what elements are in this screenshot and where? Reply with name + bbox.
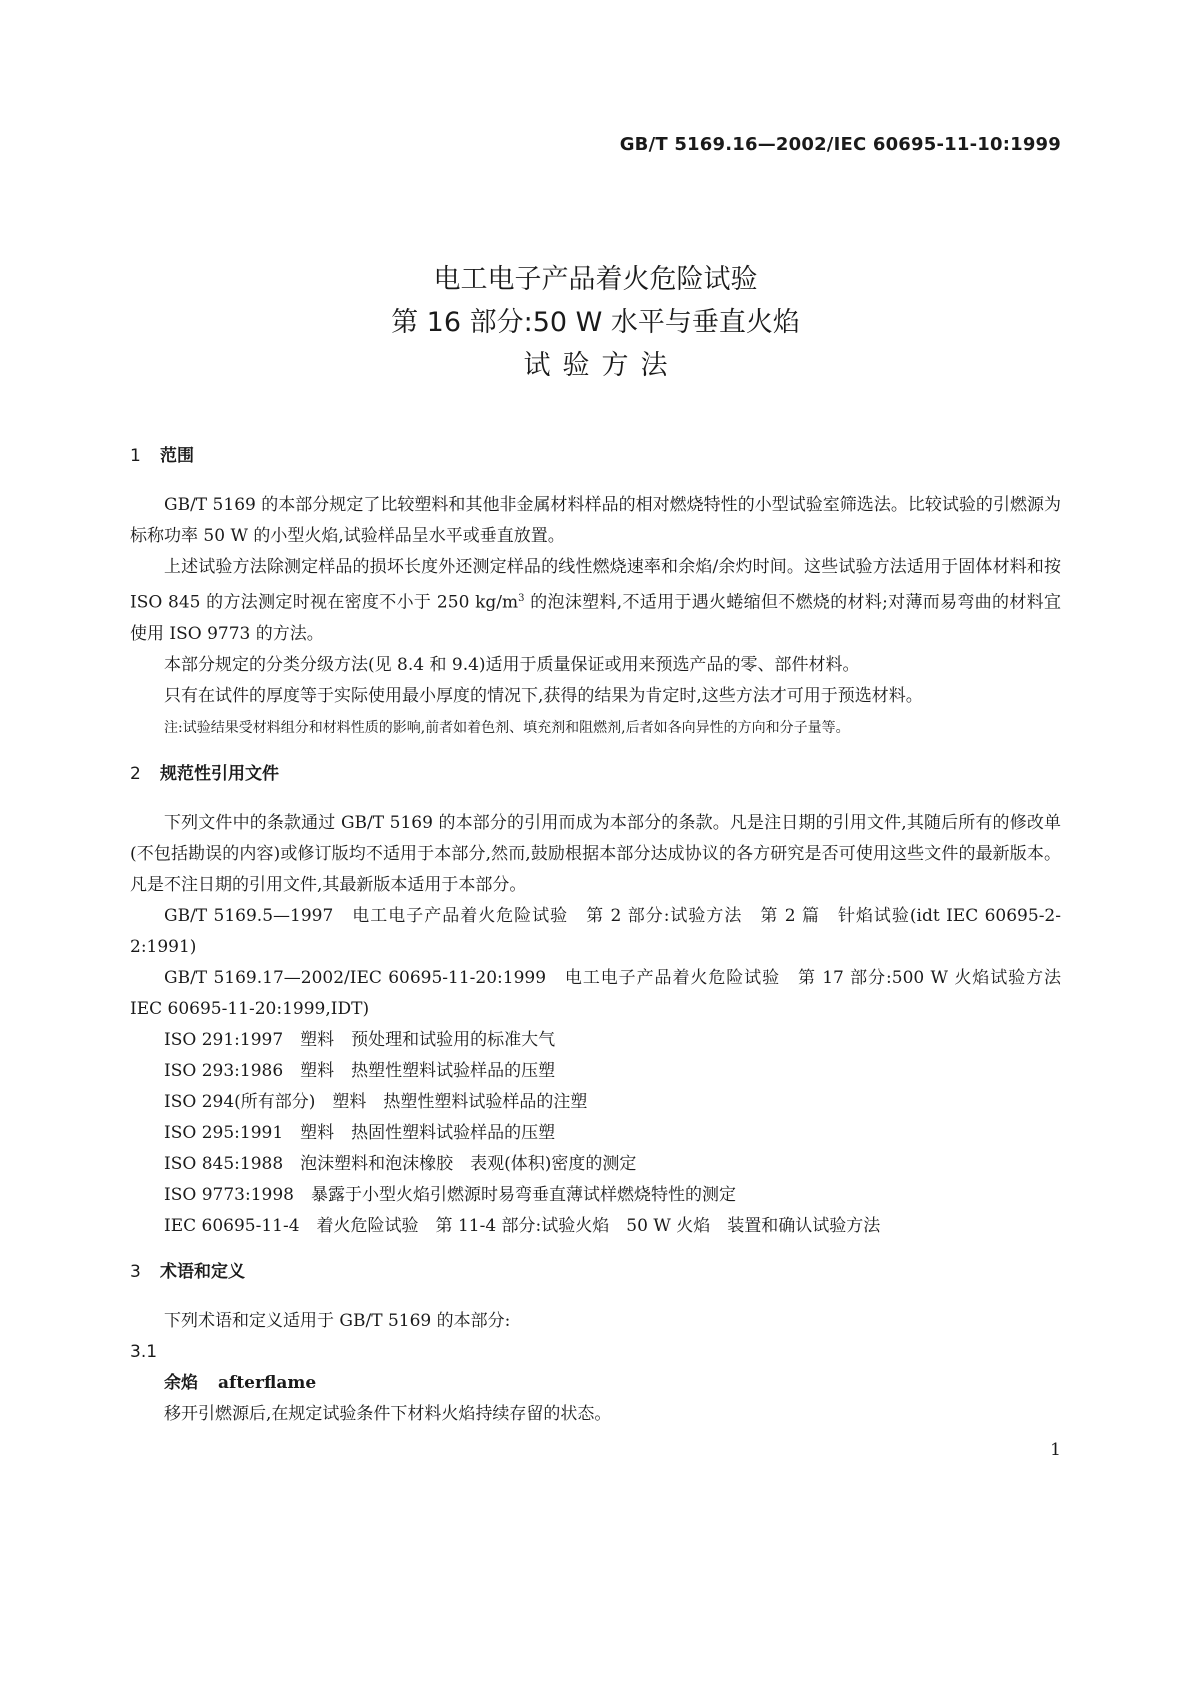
reference-item: GB/T 5169.17—2002/IEC 60695-11-20:1999 电工电子产品着火危险试验 第 17 部分:500 W 火焰试验方法 IEC 60695-11-20:1999,IDT) xyxy=(130,967,1078,1019)
scope-paragraph-2 xyxy=(130,552,1061,650)
scope-note: 注:试验结果受材料组分和材料性质的影响,前者如着色剂、填充剂和阻燃剂,后者如各向异性的方向和分子量等。 xyxy=(164,719,850,736)
section-title: 规范性引用文件 xyxy=(160,763,279,784)
scope-paragraph-2-text-b: 的泡沫塑料,不适用于遇火蜷缩但不燃烧的材料;对薄而易弯曲的材料宜使用 ISO 9773 的方法。 xyxy=(130,592,1061,644)
title-line-3: 试验方法 xyxy=(523,350,680,381)
document-body xyxy=(130,444,1078,1430)
section-3-heading xyxy=(130,1260,1061,1284)
terms-intro: 下列术语和定义适用于 GB/T 5169 的本部分: xyxy=(164,1310,511,1331)
term-chinese: 余焰 xyxy=(164,1372,198,1393)
reference-item: ISO 295:1991 塑料 热固性塑料试验样品的压塑 xyxy=(164,1122,556,1143)
section-number: 3 xyxy=(130,1261,141,1282)
section-2-heading xyxy=(130,762,1061,786)
references-intro: 下列文件中的条款通过 GB/T 5169 的本部分的引用而成为本部分的条款。凡是注日期的引用文件,其随后所有的修改单(不包括勘误的内容)或修订版均不适用于本部分,然而,鼓励根据本部分达成协议的各方研究是否可使用这些文件的最新版本。凡是不注日期的引用文件,其最新版本适用于本部分。 xyxy=(130,812,1061,895)
page-number: 1 xyxy=(1050,1440,1061,1460)
scope-paragraph-1: GB/T 5169 的本部分规定了比较塑料和其他非金属材料样品的相对燃烧特性的小型试验室筛选法。比较试验的引燃源为标称功率 50 W 的小型火焰,试验样品呈水平或垂直放置。 xyxy=(130,495,1061,546)
reference-item: ISO 291:1997 塑料 预处理和试验用的标准大气 xyxy=(164,1029,556,1050)
reference-item: ISO 9773:1998 暴露于小型火焰引燃源时易弯垂直薄试样燃烧特性的测定 xyxy=(164,1184,736,1205)
reference-item: IEC 60695-11-4 着火危险试验 第 11-4 部分:试验火焰 50 W 火焰 装置和确认试验方法 xyxy=(164,1215,881,1236)
title-line-2: 第 16 部分:50 W 水平与垂直火焰 xyxy=(391,307,800,338)
superscript-3: 3 xyxy=(518,593,525,604)
section-number: 2 xyxy=(130,763,141,784)
scope-paragraph-4: 只有在试件的厚度等于实际使用最小厚度的情况下,获得的结果为肯定时,这些方法才可用于预选材料。 xyxy=(164,685,923,706)
term-english: afterflame xyxy=(218,1372,317,1393)
section-number: 1 xyxy=(130,446,141,466)
reference-item: GB/T 5169.5—1997 电工电子产品着火危险试验 第 2 部分:试验方法 第 2 篇 针焰试验(idt IEC 60695-2-2:1991) xyxy=(130,905,1061,957)
term-definition: 移开引燃源后,在规定试验条件下材料火焰持续存留的状态。 xyxy=(164,1403,612,1424)
reference-item: ISO 294(所有部分) 塑料 热塑性塑料试验样品的注塑 xyxy=(164,1091,588,1112)
section-title: 范围 xyxy=(160,446,194,466)
section-title: 术语和定义 xyxy=(160,1261,245,1282)
scope-paragraph-2-text-a: 上述试验方法除测定样品的损坏长度外还测定样品的线性燃烧速率和余焰/余灼时间。这些试验方法适用于固体材料和按 ISO 845 的方法测定时视在密度不小于 250 kg/m xyxy=(130,557,1061,613)
standard-code-header: GB/T 5169.16—2002/IEC 60695-11-10:1999 xyxy=(619,134,1061,155)
reference-item: ISO 293:1986 塑料 热塑性塑料试验样品的压塑 xyxy=(164,1060,556,1081)
clause-number: 3.1 xyxy=(130,1341,158,1362)
title-line-1: 电工电子产品着火危险试验 xyxy=(433,264,758,295)
document-title xyxy=(0,258,1191,387)
section-1-heading xyxy=(130,444,1061,468)
reference-item: ISO 845:1988 泡沫塑料和泡沫橡胶 表观(体积)密度的测定 xyxy=(164,1153,637,1174)
term-entry xyxy=(164,1368,1061,1399)
scope-paragraph-3: 本部分规定的分类分级方法(见 8.4 和 9.4)适用于质量保证或用来预选产品的零、部件材料。 xyxy=(164,654,860,675)
